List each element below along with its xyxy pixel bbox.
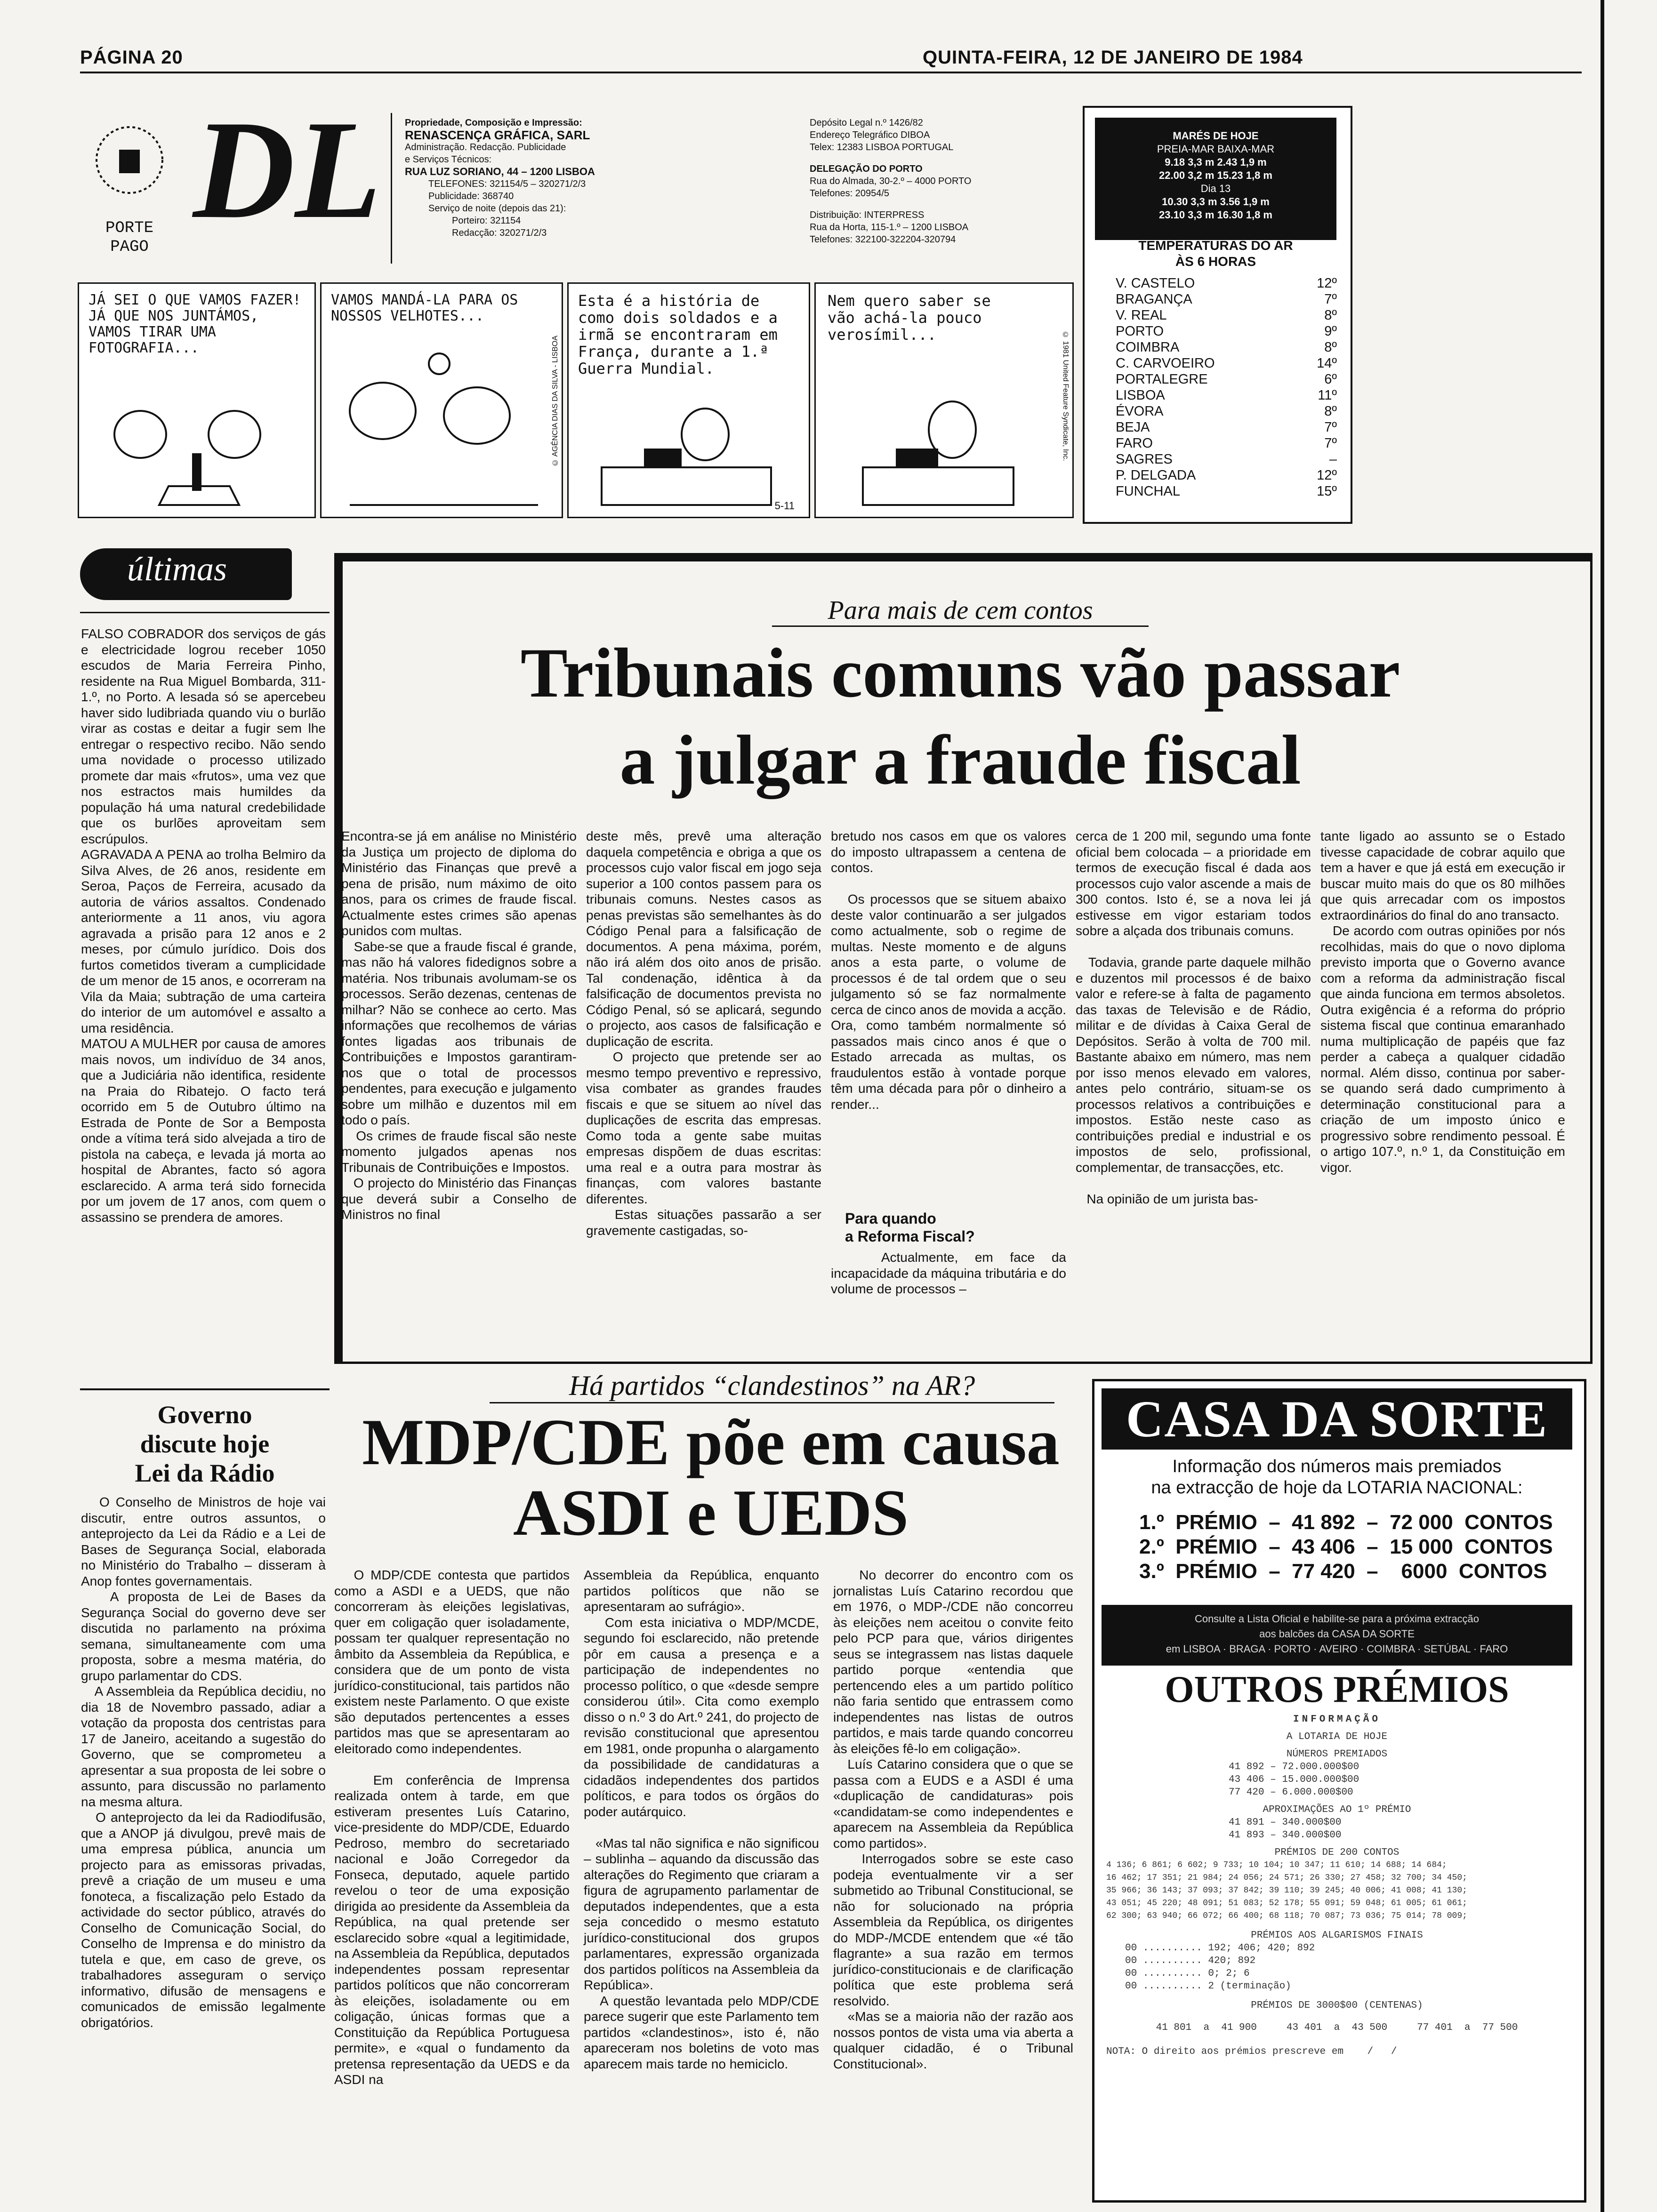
- temperature-row: [1116, 291, 1337, 307]
- page-date: QUINTA-FEIRA, 12 DE JANEIRO DE 1984: [923, 47, 1303, 68]
- casa-consult-band: [1102, 1605, 1572, 1666]
- casa-prize-3: 3.º PRÉMIO – 77 420 – 6000 CONTOS: [1139, 1560, 1547, 1583]
- casa-consult-1: Consulte a Lista Oficial e habilite-se para a próxima extracção: [1194, 1613, 1480, 1625]
- temperature-row: [1116, 483, 1337, 499]
- lot-heading: PRÉMIOS AOS ALGARISMOS FINAIS: [1251, 1930, 1423, 1941]
- lot-heading: PRÉMIOS DE 3000$00 (CENTENAS): [1251, 2000, 1423, 2011]
- temp-sub: ÀS 6 HORAS: [1175, 254, 1256, 269]
- lead-headline-2: a julgar a fraude fiscal: [619, 721, 1301, 799]
- coat-of-arms-icon: [82, 113, 177, 207]
- lot-heading: NÚMEROS PREMIADOS: [1286, 1749, 1388, 1760]
- city-name: FUNCHAL: [1116, 484, 1180, 499]
- lead-col-3: bretudo nos casos em que os valores do imposto ultrapassem a centena de contos. Os processos que se situem abaixo deste valor continuarão a ser julgados como actualmente, sob o regime de multas. Neste momento e de alguns anos a esta parte, o volume de processos é de tal ordem que o seu julgamento só se faz normalmente cerca de cinco anos de movida a acção. Ora, como também normalmente só passados mais cinco anos é que o Estado arrecada as multas, os fraudulentos estão à vontade porque têm uma década para pôr o dinheiro a render...: [831, 829, 1066, 1112]
- comic-panel-3: [567, 282, 810, 518]
- mdp-headline-2: ASDI e UEDS: [513, 1476, 909, 1549]
- mdp-col-3: No decorrer do encontro com os jornalistas Luís Catarino recordou que em 1976, o MDP-/CDE não concorreu às eleições nem aceitou o convite feito pelo PCP para que, vários dirigentes seus se integrassem nas listas daquele partido porque «entendia que pertencendo eles a um partido político não faria sentido que entrassem como independentes nas listas de outros partidos, e mais tarde quando concorreu às eleições fê-lo em coligação». Luís Catarino considera que o que se passa com a EUDS e a ASDI é uma «duplicação de candidaturas» pois «candidatam-se como independentes e aparecem na Assembleia da República como partidos». Interrogados sobre se este caso podeja eventualmente vir a ser submetido ao Tribunal Constitucional, se não for solucionado na própria Assembleia da República, os dirigentes do MDP-/MCDE entendem que «é tão flagrante» a sua razão em termos jurídico-constitucionais e de clarificação política que este problema será resolvido. «Mas se a maioria não der razão aos nossos pontos de vista uma via aberta a qualquer cidadão, é o Tribunal Constitucional».: [833, 1568, 1074, 2071]
- city-name: ÉVORA: [1116, 404, 1164, 419]
- lot-heading: INFORMAÇÃO: [1293, 1714, 1381, 1725]
- city-name: PORTALEGRE: [1116, 372, 1208, 387]
- governo-rule: [80, 1388, 330, 1390]
- lead-col-4: cerca de 1 200 mil, segundo uma fonte oficial bem colocada – a prioridade em termos de execução fiscal é dada aos processos cujo valor ascende a mais de 300 contos. Isto é, se a nova lei já estivesse em vigor estariam todos sobre a alçada dos tribunais comuns. Todavia, grande parte daquele milhão e duzentos mil processos é de baixo valor e refere-se à falta de pagamento das taxas de Televisão e de Rádio, militar e de dívidas à Caixa Geral de Depósitos. Serão à volta de 700 mil. Bastante abaixo em número, mas nem por isso menos elevado em valores, antes pelo contrário, situam-se os processos relativos a contribuições e impostos. Estão neste caso as contribuições predial e industrial e os impostos de selo, profissional, complementar, de transacções, etc. Na opinião de um jurista bas-: [1076, 829, 1311, 1206]
- lot-line: 43 406 – 15.000.000$00: [1229, 1774, 1359, 1785]
- mh-line: DELEGAÇÃO DO PORTO: [810, 164, 923, 174]
- masthead-legal-info: [810, 117, 1083, 246]
- lead-col-1: Encontra-se já em análise no Ministério da Justiça um projecto de diploma do Ministério das Finanças que prevê a pena de prisão, num máximo de oito anos, para os crimes de fraude fiscal. Actualmente estes crimes são apenas punidos com multas. Sabe-se que a fraude fiscal é grande, mas não há valores fidedignos sobre a matéria. Nos tribunais avolumam-se os processos. Serão dezenas, centenas de milhar? Não se conhece ao certo. Mas informações que recolhemos de várias fontes ligadas aos tribunais de Contribuições e Impostos garantiram-nos que o total de processos pendentes, para execução e julgamento sobre um milhão e duzentos mil em todo o país. Os crimes de fraude fiscal são neste momento julgados apenas nos Tribunais de Contribuições e Impostos. O projecto do Ministério das Finanças que deverá subir a Conselho de Ministros no final: [341, 829, 577, 1222]
- lot-row: 35 966; 36 143; 37 093; 37 842; 39 110; 39 245; 40 006; 41 008; 41 130;: [1106, 1886, 1467, 1895]
- snoopy-group-icon: [98, 378, 296, 510]
- comic-speech: JÁ SEI O QUE VAMOS FAZER! JÁ QUE NOS JUNTÁMOS, VAMOS TIRAR UMA FOTOGRAFIA...: [88, 292, 301, 356]
- city-name: SAGRES: [1116, 452, 1173, 467]
- comic-date: 5-11: [774, 500, 795, 512]
- lead-subhead: Para quando a Reforma Fiscal?: [845, 1210, 975, 1245]
- typewriter-doghouse-icon: [587, 397, 785, 510]
- lot-heading: PRÉMIOS DE 200 CONTOS: [1274, 1847, 1400, 1858]
- page-number: PÁGINA 20: [80, 47, 183, 68]
- lot-line: 77 420 – 6.000.000$00: [1229, 1787, 1353, 1798]
- lot-line: 41 893 – 340.000$00: [1229, 1830, 1342, 1841]
- mh-line: Telefones: 322100-322204-320794: [810, 234, 956, 245]
- porte-pago-stamp: [82, 219, 177, 256]
- comic-speech: VAMOS MANDÁ-LA PARA OS NOSSOS VELHOTES...: [331, 292, 518, 324]
- casa-consult-2: aos balcões da CASA DA SORTE: [1259, 1628, 1415, 1640]
- comic-credit: © 1981 United Feature Syndicate, Inc.: [1062, 331, 1070, 461]
- lot-row: 00 .......... 420; 892: [1125, 1956, 1256, 1966]
- temperature-row: [1116, 435, 1337, 451]
- governo-text: O Conselho de Ministros de hoje vai discutir, entre outros assuntos, o anteprojecto da Lei da Rádio e a Lei de Bases de Segurança Social, elaborada no Ministério do Trabalho – disseram à Anop fontes governamentais. A proposta de Lei de Bases da Segurança Social do governo deve ser discutida no parlamento na próxima semana, simultaneamente com uma proposta, sobre a mesma matéria, do grupo parlamentar do CDS. A Assembleia da República decidiu, no dia 18 de Novembro passado, adiar a votação da proposta dos centristas para 17 de Janeiro, aceitando a sugestão do Governo, que se comprometeu a apresentar a sua proposta de lei sobre o assunto, para discussão no parlamento na mesma altura. O anteprojecto da lei da Radiodifusão, que a ANOP já divulgou, prevê mais de uma empresa pública, anuncia um projecto para as emissoras privadas, prevê a criação de um museu e uma fonoteca, a fiscalização pelo Estado da actividade do sector público, através do Conselho de Comunicação Social, do Conselho de Imprensa e do ministro da tutela e que, em caso de greve, os trabalhadores asseguram o serviço informativo, difusão de mensagens e comunicados de emissão legalmente obrigatórios.: [81, 1495, 326, 2030]
- tides-panel: [1095, 118, 1336, 240]
- city-temp: 8º: [1324, 404, 1337, 419]
- mh-line: Redacção: 320271/2/3: [452, 228, 547, 238]
- city-name: P. DELGADA: [1116, 468, 1196, 483]
- comic-panel-4: [814, 282, 1074, 518]
- mdp-col-1: O MDP/CDE contesta que partidos como a ASDI e a UEDS, que não concorreram às eleições legislativas, quer em coligação quer isoladamente, possam ter qualquer representação no âmbito da Assembleia da República, e considera que de um ponto de vista jurídico-constitucional, tais partidos não existem neste Parlamento. O que existe são deputados pertencentes a esses partidos mas que se apresentaram ao eleitorado como independentes. Em conferência de Imprensa realizada ontem à tarde, em que estiveram presentes Luís Catarino, vice-presidente do MDP/CDE, Eduardo Pedroso, membro do secretariado nacional e João Corregedor da Fonseca, deputado, aquele partido revelou o teor de uma exposição dirigida ao presidente da Assembleia da República, na qual pretende ser esclarecido sobre «qual a legitimidade, na Assembleia da República, deputados independentes possam representar partidos políticos que não concorreram às eleições, isoladamente ou em coligação, únicas formas que a Constituição da República Portuguesa permite», e «qual o fundamento da pretensa representação da UEDS e da ASDI na: [334, 1568, 570, 2087]
- mh-line: Telex: 12383 LISBOA PORTUGAL: [810, 142, 954, 152]
- temperature-list: [1116, 275, 1337, 499]
- right-edge-rule: [1601, 0, 1604, 2212]
- mh-line: Telefones: 20954/5: [810, 188, 890, 199]
- lot-row: 00 .......... 192; 406; 420; 892: [1125, 1943, 1315, 1954]
- casa-title: CASA DA SORTE: [1126, 1390, 1548, 1448]
- masthead-divider: [391, 113, 392, 264]
- mh-line: Endereço Telegráfico DIBOA: [810, 130, 930, 140]
- mh-line: e Serviços Técnicos:: [405, 154, 492, 165]
- lot-row: 4 136; 6 861; 6 602; 9 733; 10 104; 10 347; 11 610; 14 688; 14 684;: [1106, 1860, 1447, 1870]
- mh-line: RUA LUZ SORIANO, 44 – 1200 LISBOA: [405, 166, 595, 177]
- comic-speech: Nem quero saber se vão achá-la pouco verosímil...: [828, 292, 991, 344]
- city-name: LISBOA: [1116, 388, 1165, 403]
- lottery-list: [1106, 1713, 1568, 2058]
- city-name: C. CARVOEIRO: [1116, 356, 1215, 371]
- lot-row: 62 300; 63 940; 66 072; 66 400; 68 118; 70 087; 73 036; 75 014; 78 009;: [1106, 1911, 1467, 1921]
- city-temp: 11º: [1318, 388, 1337, 403]
- city-name: V. CASTELO: [1116, 276, 1195, 291]
- casa-prize-1: 1.º PRÉMIO – 41 892 – 72 000 CONTOS: [1139, 1511, 1553, 1534]
- mh-line: Depósito Legal n.º 1426/82: [810, 118, 923, 128]
- lot-row: 00 .......... 0; 2; 6: [1125, 1968, 1250, 1979]
- masthead-publisher-info: [405, 117, 744, 239]
- mh-line: Administração. Redacção. Publicidade: [405, 142, 566, 152]
- tides-sub: PREIA-MAR BAIXA-MAR: [1157, 143, 1275, 155]
- temperature-row: [1116, 371, 1337, 387]
- casa-info-1: Informação dos números mais premiados: [1172, 1457, 1502, 1476]
- city-temp: 7º: [1324, 436, 1337, 451]
- tide-line: 9.18 3,3 m 2.43 1,9 m: [1165, 156, 1267, 168]
- comic-caption: Esta é a história de como dois soldados e a irmã se encontraram em França, durante a 1.ª Guerra Mundial.: [578, 292, 778, 377]
- porte-label: PORTE: [105, 219, 154, 237]
- temperature-row: [1116, 275, 1337, 291]
- mh-line: Porteiro: 321154: [452, 216, 521, 226]
- logo-text: DL: [193, 91, 381, 248]
- temperature-row: [1116, 403, 1337, 419]
- tides-title: MARÉS DE HOJE: [1173, 130, 1259, 142]
- ultimas-text: FALSO COBRADOR dos serviços de gás e electricidade logrou receber 1050 escudos de Maria Ferreira Pinho, residente na Rua Miguel Bombarda, 311-1.º, no Porto. A lesada só se apercebeu haver sido ludibriada quando viu o burlão virar as costas e deitar a fugir sem lhe entregar o respectivo recibo. Não sendo uma novidade o processo utilizado promete dar mais «frutos», uma vez que nos estractos mais humildes da população há uma natural credebilidade que os burlões aproveitam sem escrúpulos. AGRAVADA A PENA ao trolha Belmiro da Silva Alves, de 26 anos, residente em Seroa, Paços de Ferreira, acusado da autoria de vários assaltos. Condenado anteriormente a 11 anos, viu agora agravada a prisão para 12 anos e 2 meses, por cúmulo jurídico. Dois dos furtos cometidos tiveram a cumplicidade de um menor de 15 anos, e ocorreram na Vila da Maia; subtração de uma carteira do interior de um automóvel e assalto a uma residência. MATOU A MULHER por causa de amores mais novos, um indivíduo de 34 anos, que a Judiciária não identifica, residente na Praia do Ribatejo. O facto terá ocorrido em 5 de Outubro último na Estrada de Ponte de Sor a Bemposta onde a vítima terá sido alvejada a tiro de pistola na cabeça, e levada já morta ao hospital de Abrantes, facto só agora esclarecido. A arma terá sido fornecida por um jovem de 17 anos, com quem o assassino se prendera de amores.: [81, 626, 326, 1225]
- temperature-row: [1116, 419, 1337, 435]
- lead-col-2: deste mês, prevê uma alteração daquela competência e obriga a que os processos cujo valor fiscal em jogo seja superior a 100 contos passem para os tribunais comuns. Nestes casos as penas previstas são semelhantes às do Código Penal para a falsificação de documentos. A pena máxima, porém, não irá além dos oito anos de prisão. Tal condenação, idêntica à da falsificação de documentos prevista no Código Penal, só se aplicará, segundo o projecto, aos casos de falsificação e duplicação de escrita. O projecto que pretende ser ao mesmo tempo preventivo e repressivo, visa combater as grandes fraudes fiscais e que se situem ao nível das duplicações de escrita das empresas. Como toda a gente sabe muitas empresas dispõem de duas escritas: uma real e a outra para mostrar às finanças, com valores bastante diferentes. Estas situações passarão a ser gravemente castigadas, so-: [586, 829, 821, 1238]
- tide-line: 10.30 3,3 m 3.56 1,9 m: [1162, 196, 1270, 208]
- tide-line: 23.10 3,3 m 16.30 1,8 m: [1159, 209, 1272, 221]
- lot-heading: A LOTARIA DE HOJE: [1286, 1731, 1388, 1742]
- temperature-row: [1116, 387, 1337, 403]
- mh-line: Rua da Horta, 115-1.º – 1200 LISBOA: [810, 222, 969, 232]
- city-temp: 8º: [1324, 340, 1337, 355]
- casa-info-2: na extracção de hoje da LOTARIA NACIONAL:: [1151, 1478, 1523, 1498]
- city-temp: 14º: [1317, 356, 1337, 371]
- pago-label: PAGO: [110, 238, 149, 256]
- comic-panel-1: [78, 282, 316, 518]
- lot-line: 41 892 – 72.000.000$00: [1229, 1762, 1359, 1772]
- tide-line: 22.00 3,2 m 15.23 1,8 m: [1159, 169, 1272, 181]
- lot-nota: NOTA: O direito aos prémios prescreve em / /: [1106, 2046, 1397, 2057]
- city-name: BEJA: [1116, 420, 1150, 435]
- temperature-row: [1116, 467, 1337, 483]
- mh-line: Propriedade, Composição e Impressão:: [405, 118, 582, 128]
- city-temp: 12º: [1317, 468, 1337, 483]
- temperature-row: [1116, 451, 1337, 467]
- temperature-row: [1116, 323, 1337, 339]
- city-name: FARO: [1116, 436, 1153, 451]
- mh-line: Publicidade: 368740: [428, 191, 514, 201]
- mh-line: Rua do Almada, 30-2.º – 4000 PORTO: [810, 176, 972, 186]
- lot-row: 16 462; 17 351; 21 984; 24 056; 24 571; 26 330; 27 458; 32 700; 34 450;: [1106, 1873, 1467, 1883]
- snoopy-typewriter-icon: [844, 378, 1032, 510]
- comic-panel-2: [320, 282, 563, 518]
- city-temp: 6º: [1324, 372, 1337, 387]
- temperature-row: [1116, 307, 1337, 323]
- casa-prize-2: 2.º PRÉMIO – 43 406 – 15 000 CONTOS: [1139, 1535, 1553, 1558]
- city-temp: 8º: [1324, 308, 1337, 323]
- tide-line: Dia 13: [1200, 183, 1231, 194]
- mh-line: RENASCENÇA GRÁFICA, SARL: [405, 128, 590, 142]
- lead-col-5: tante ligado ao assunto se o Estado tivesse capacidade de cobrar aquilo que tem a haver e que já está em execução ir buscar muito mais do que os 80 milhões que quis arrecadar com os impostos extraordinários do final do ano transacto. De acordo com outras opiniões por nós recolhidas, mais do que o novo diploma previsto importa que o Governo avance com a reforma da administração fiscal que ainda funciona em termos absoletos. Outra exigência é a reforma do próprio sistema fiscal que continua emaranhado numa multiplicação de papéis que faz perder a cabeça a qualquer cidadão normal. Além disso, continua por saber-se quando será dado cumprimento à determinação constitucional para a criação de um imposto único e progressivo sobre rendimento pessoal. É o artigo 107.º, n.º 1, da Constituição em vigor.: [1320, 829, 1565, 1175]
- lot-row: 43 051; 45 220; 48 091; 51 083; 52 178; 55 091; 59 048; 61 005; 61 061;: [1106, 1899, 1467, 1908]
- city-name: COIMBRA: [1116, 340, 1180, 355]
- lot-row: 00 .......... 2 (terminação): [1125, 1981, 1291, 1992]
- ultimas-label: últimas: [127, 550, 227, 588]
- city-temp: 7º: [1324, 292, 1337, 307]
- city-name: V. REAL: [1116, 308, 1167, 323]
- outros-premios-title: OUTROS PRÉMIOS: [1165, 1669, 1509, 1710]
- lead-kicker: Para mais de cem contos: [772, 595, 1149, 627]
- lot-row: 41 801 a 41 900 43 401 a 43 500 77 401 a 77 500: [1156, 2022, 1518, 2033]
- mh-line: TELEFONES: 321154/5 – 320271/2/3: [428, 179, 586, 189]
- dl-logo: [188, 85, 386, 264]
- city-temp: 7º: [1324, 420, 1337, 435]
- temperature-row: [1116, 339, 1337, 355]
- mdp-kicker: Há partidos “clandestinos” na AR?: [490, 1370, 1054, 1403]
- lead-headline-1: Tribunais comuns vão passar: [520, 634, 1400, 712]
- lot-line: 41 891 – 340.000$00: [1229, 1817, 1342, 1828]
- temp-title: TEMPERATURAS DO AR: [1138, 238, 1293, 253]
- mh-line: Serviço de noite (depois das 21):: [428, 203, 566, 214]
- header-rule: [80, 72, 1582, 73]
- city-temp: 12º: [1317, 276, 1337, 291]
- mdp-col-2: Assembleia da República, enquanto partidos políticos que não se apresentaram ao sufrágio». Com esta iniciativa o MDP/MCDE, segundo foi esclarecido, não pretende pôr em causa a presença e a participação de independentes no processo político, o que «desde sempre considerou útil». Cita como exemplo disso o n.º 3 do Art.º 241, do projecto de revisão constitucional que apresentou em 1981, onde propunha o alargamento da possibilidade de candidaturas a cidadãos independentes dos partidos políticos, e para todos os órgãos do poder autárquico. «Mas tal não significa e não significou – sublinha – aquando da discussão das alterações do Regimento que criaram a figura de agrupamento parlamentar de deputados independentes, que a esta seja concedido o mesmo estatuto jurídico-constitucional dos grupos parlamentares, expressão organizada dos partidos políticos na Assembleia da República». A questão levantada pelo MDP/CDE parece sugerir que este Parlamento tem partidos «clandestinos», isto é, não apareceram nos boletins de voto mas aparecem mais tarde no hemiciclo.: [584, 1568, 819, 2071]
- casa-consult-3: em LISBOA · BRAGA · PORTO · AVEIRO · COIMBRA · SETÚBAL · FARO: [1166, 1643, 1508, 1655]
- ultimas-rule: [80, 612, 330, 613]
- mdp-headline-1: MDP/CDE põe em causa: [362, 1406, 1060, 1479]
- snoopy-family-icon: [331, 336, 552, 510]
- lot-heading: APROXIMAÇÕES AO 1º PRÉMIO: [1263, 1804, 1411, 1815]
- city-temp: –: [1329, 452, 1337, 467]
- city-temp: 9º: [1324, 324, 1337, 339]
- city-name: BRAGANÇA: [1116, 292, 1192, 307]
- lead-col-3b: Actualmente, em face da incapacidade da máquina tributária e do volume de processos –: [831, 1250, 1070, 1296]
- temperature-title: [1095, 238, 1336, 270]
- mh-line: Distribuição: INTERPRESS: [810, 210, 925, 220]
- city-name: PORTO: [1116, 324, 1164, 339]
- comic-credit: © AGÊNCIA DIAS DA SILVA - LISBOA: [551, 336, 559, 466]
- temperature-row: [1116, 355, 1337, 371]
- governo-headline: Governo discute hoje Lei da Rádio: [135, 1401, 275, 1487]
- city-temp: 15º: [1317, 484, 1337, 499]
